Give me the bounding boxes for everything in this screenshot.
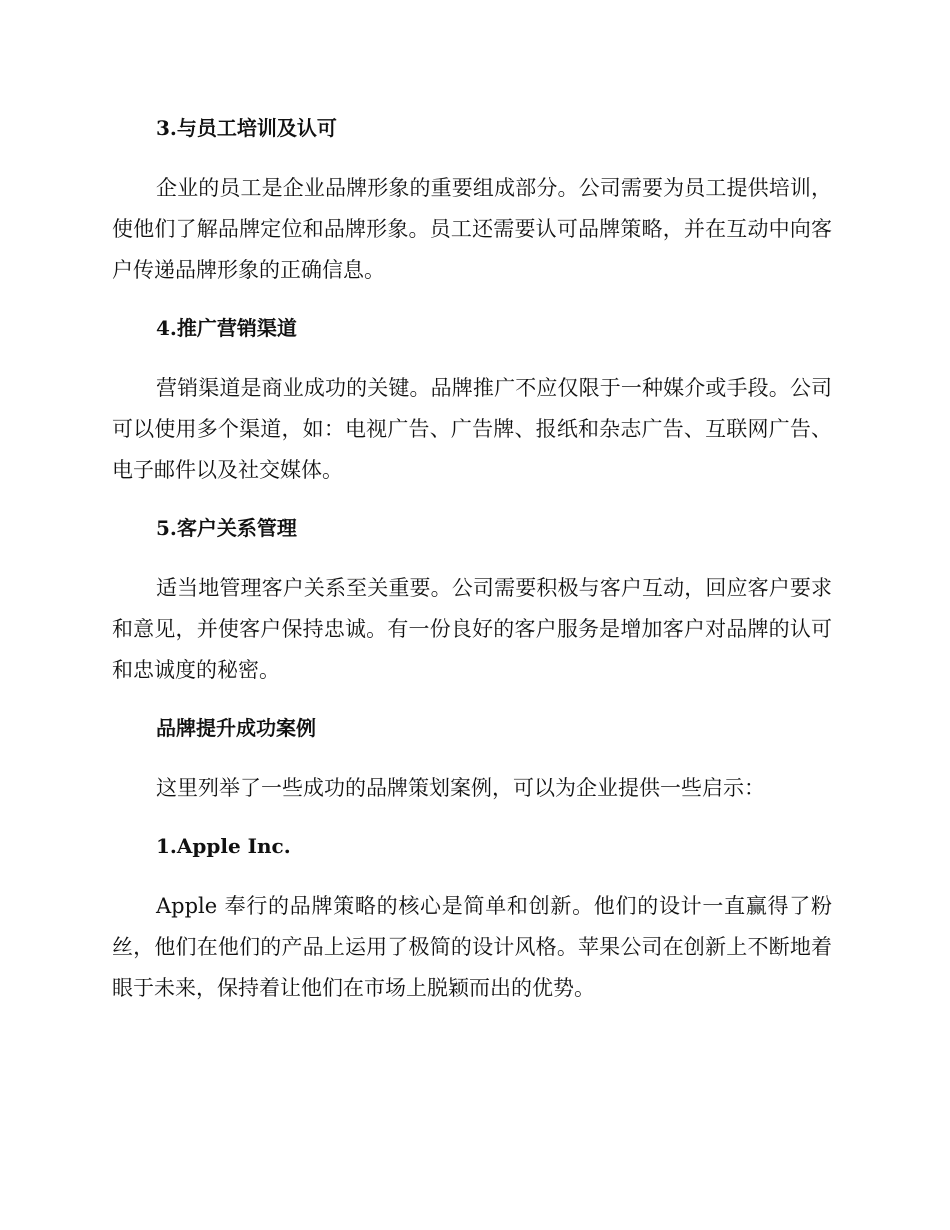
- section-heading-success-cases: 品牌提升成功案例: [156, 716, 316, 740]
- section-heading-employee-training: 3.与员工培训及认可: [156, 116, 337, 140]
- section-heading-customer-relations: 5.客户关系管理: [156, 516, 297, 540]
- section-heading-apple: 1.Apple Inc.: [156, 834, 291, 858]
- section-paragraph-marketing-channels: 营销渠道是商业成功的关键。品牌推广不应仅限于一种媒介或手段。公司可以使用多个渠道，如：电视广告、广告牌、报纸和杂志广告、互联网广告、电子邮件以及社交媒体。: [112, 376, 832, 482]
- section-paragraph-success-cases: 这里列举了一些成功的品牌策划案例，可以为企业提供一些启示：: [156, 776, 765, 800]
- section-heading-marketing-channels: 4.推广营销渠道: [156, 316, 297, 340]
- section-paragraph-employee-training: 企业的员工是企业品牌形象的重要组成部分。公司需要为员工提供培训，使他们了解品牌定位和品牌形象。员工还需要认可品牌策略，并在互动中向客户传递品牌形象的正确信息。: [112, 176, 832, 282]
- section-paragraph-apple: Apple 奉行的品牌策略的核心是简单和创新。他们的设计一直赢得了粉丝，他们在他们的产品上运用了极简的设计风格。苹果公司在创新上不断地着眼于未来，保持着让他们在市场上脱颖而出的优势。: [112, 894, 832, 1000]
- document-body: [112, 112, 832, 1009]
- section-paragraph-customer-relations: 适当地管理客户关系至关重要。公司需要积极与客户互动，回应客户要求和意见，并使客户保持忠诚。有一份良好的客户服务是增加客户对品牌的认可和忠诚度的秘密。: [112, 576, 832, 682]
